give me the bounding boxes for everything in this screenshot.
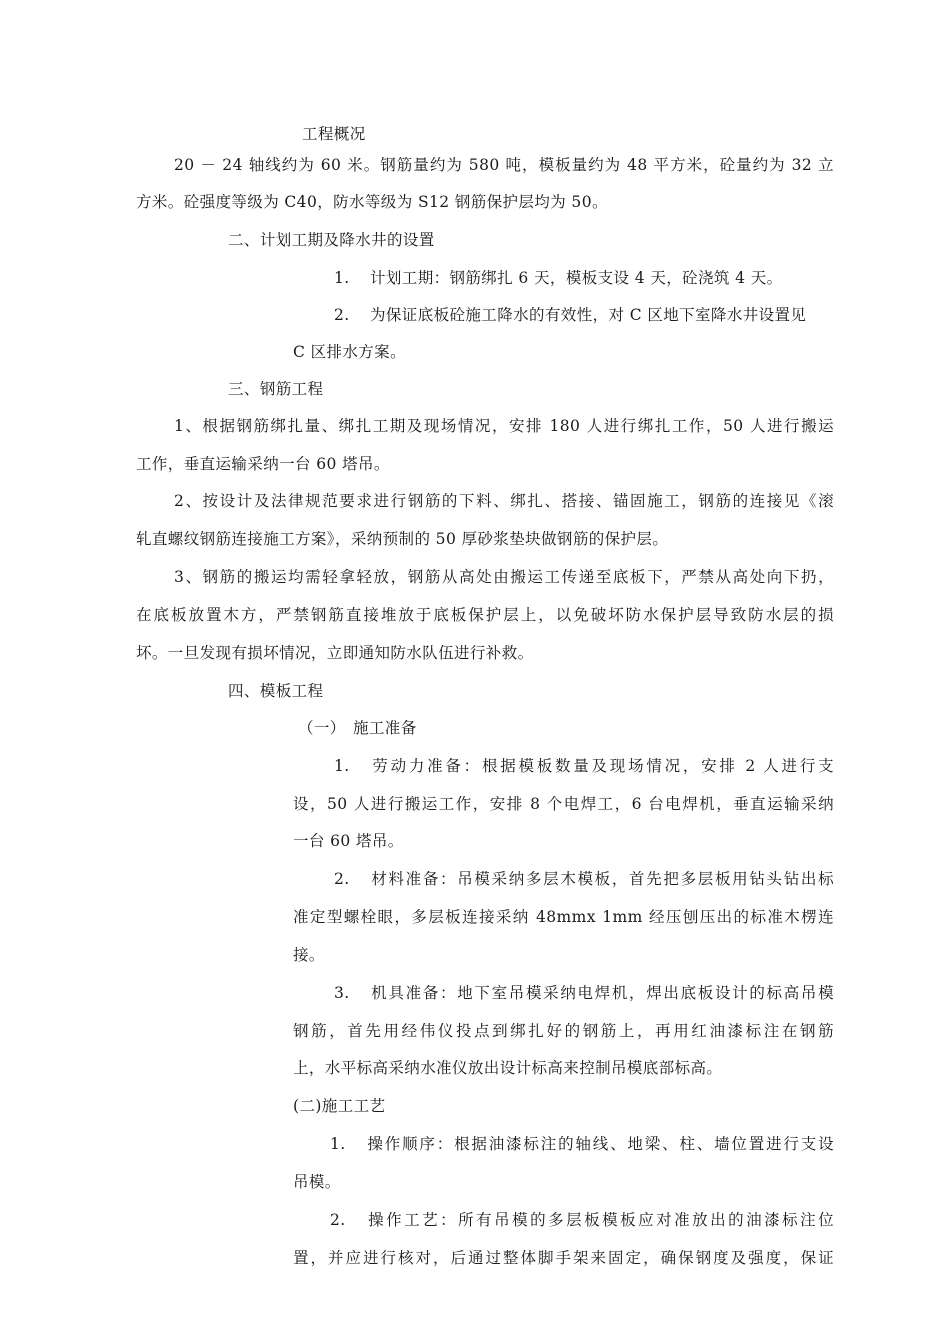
list-item-text: 材料准备：吊模采纳多层木模板，首先把多层板用钻头钻出标 <box>370 870 834 888</box>
subsection-heading-preparation <box>298 718 417 738</box>
list-item <box>334 983 834 1003</box>
list-item-number: 2. <box>334 306 350 324</box>
subsection-title: 施工准备 <box>353 719 417 737</box>
list-item-number: 2. <box>330 1211 346 1229</box>
list-item-continuation: C 区排水方案。 <box>293 343 406 361</box>
list-item <box>330 1134 834 1154</box>
list-item-number: 2. <box>334 870 350 888</box>
list-item <box>334 268 783 288</box>
paragraph-line: 1、根据钢筋绑扎量、绑扎工期及现场情况，安排 180 人进行绑扎工作，50 人进行搬运 <box>174 417 834 435</box>
list-item-continuation: 吊模。 <box>293 1173 341 1191</box>
section-heading-schedule: 二、计划工期及降水井的设置 <box>228 231 435 249</box>
list-item-text: 劳动力准备：根据模板数量及现场情况，安排 2 人进行支 <box>370 757 834 775</box>
paragraph-line: 2、按设计及法律规范要求进行钢筋的下料、绑扎、搭接、锚固施工，钢筋的连接见《滚 <box>174 492 834 510</box>
section-heading-rebar: 三、钢筋工程 <box>228 380 324 398</box>
list-item-number: 1. <box>330 1135 346 1153</box>
section-heading-formwork: 四、模板工程 <box>228 682 324 700</box>
list-item-text: 机具准备：地下室吊模采纳电焊机，焊出底板设计的标高吊模 <box>370 984 834 1002</box>
list-item-continuation: 一台 60 塔吊。 <box>293 832 404 850</box>
paragraph-line: 在底板放置木方，严禁钢筋直接堆放于底板保护层上，以免破坏防水保护层导致防水层的损 <box>136 606 834 624</box>
list-item-continuation: 设，50 人进行搬运工作，安排 8 个电焊工，6 台电焊机，垂直运输采纳 <box>293 795 834 813</box>
subsection-number: （一） <box>298 719 346 737</box>
list-item <box>330 1210 834 1230</box>
paragraph-line: 20 － 24 轴线约为 60 米。钢筋量约为 580 吨，模板量约为 48 平方米，砼量约为 32 立 <box>174 156 834 174</box>
paragraph-line: 3、钢筋的搬运均需轻拿轻放，钢筋从高处由搬运工传递至底板下，严禁从高处向下扔， <box>174 568 834 586</box>
list-item <box>334 305 834 325</box>
list-item-number: 1. <box>334 757 350 775</box>
list-item-continuation: 上，水平标高采纳水准仪放出设计标高来控制吊模底部标高。 <box>293 1059 723 1077</box>
paragraph-line: 工作，垂直运输采纳一台 60 塔吊。 <box>136 455 390 473</box>
subsection-heading-process: (二)施工工艺 <box>293 1097 386 1115</box>
list-item <box>334 756 834 776</box>
list-item-text: 计划工期：钢筋绑扎 6 天，模板支设 4 天，砼浇筑 4 天。 <box>370 269 783 287</box>
list-item-continuation: 钢筋，首先用经伟仪投点到绑扎好的钢筋上，再用红油漆标注在钢筋 <box>293 1022 834 1040</box>
list-item-text: 操作工艺：所有吊模的多层板模板应对准放出的油漆标注位 <box>366 1211 834 1229</box>
paragraph-line: 方米。砼强度等级为 C40，防水等级为 S12 钢筋保护层均为 50。 <box>136 193 608 211</box>
paragraph-line: 坏。一旦发现有损坏情况，立即通知防水队伍进行补救。 <box>136 644 534 662</box>
section-heading-overview: 工程概况 <box>302 125 366 143</box>
paragraph-line: 轧直螺纹钢筋连接施工方案》，采纳预制的 50 厚砂浆垫块做钢筋的保护层。 <box>136 530 669 548</box>
list-item-continuation: 准定型螺栓眼，多层板连接采纳 48mmx 1mm 经压刨压出的标准木楞连 <box>293 908 834 926</box>
list-item-text: 为保证底板砼施工降水的有效性，对 C 区地下室降水井设置见 <box>370 306 807 324</box>
list-item-text: 操作顺序：根据油漆标注的轴线、地梁、柱、墙位置进行支设 <box>366 1135 834 1153</box>
list-item-continuation: 接。 <box>293 946 325 964</box>
list-item-number: 3. <box>334 984 350 1002</box>
list-item-continuation: 置，并应进行核对，后通过整体脚手架来固定，确保钢度及强度，保证 <box>293 1249 834 1267</box>
list-item-number: 1. <box>334 269 350 287</box>
list-item <box>334 869 834 889</box>
